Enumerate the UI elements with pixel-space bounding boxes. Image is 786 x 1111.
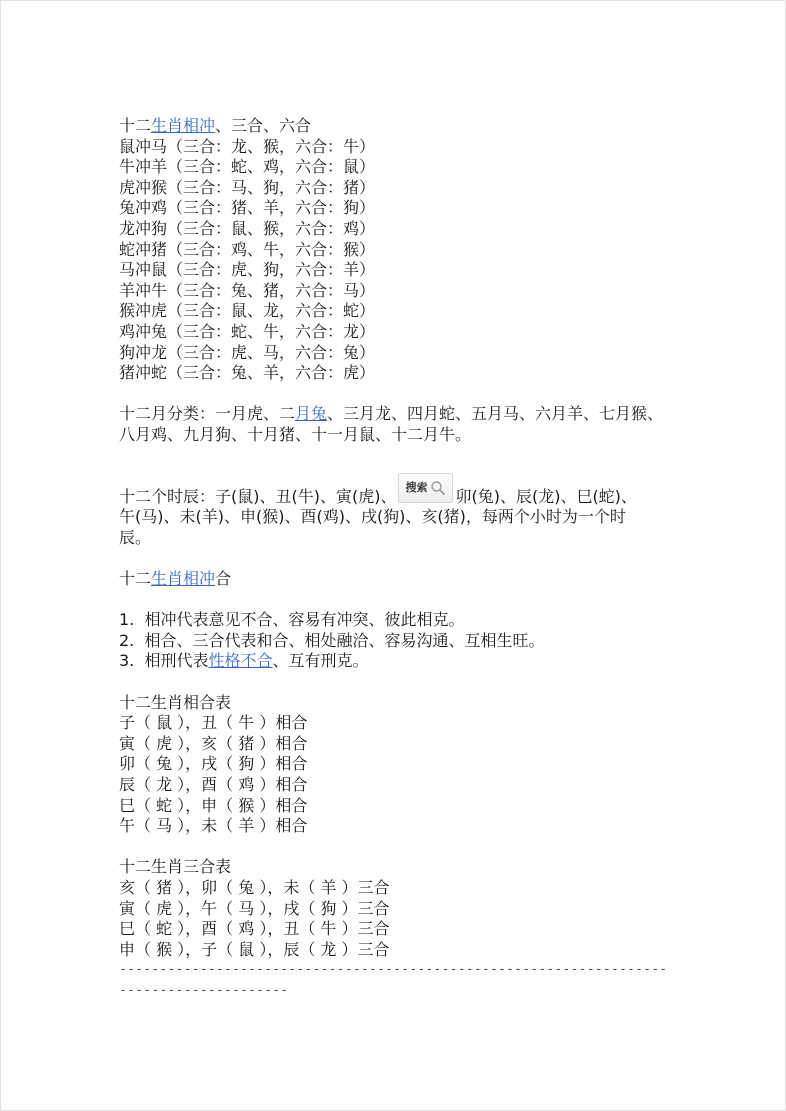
clash-row: 猪冲蛇（三合：兔、羊，六合：虎）: [119, 363, 376, 383]
months-text: 十二月分类：一月虎、二: [119, 404, 296, 424]
trine-row: 亥（ 猪 ），卯（ 兔 ），未（ 羊 ）三合: [119, 877, 390, 897]
clash-row: 鸡冲兔（三合：蛇、牛，六合：龙）: [119, 321, 376, 341]
title-text: 合: [215, 569, 232, 589]
search-button[interactable]: [398, 473, 453, 503]
clash-row: 鼠冲马（三合：龙、猴，六合：牛）: [119, 136, 376, 156]
title-text: 、三合、六合: [215, 116, 312, 135]
hours-text: 十二个时辰：子(鼠)、丑(牛)、寅(虎)、: [119, 486, 397, 506]
list-item: [119, 610, 679, 631]
clash-row: 龙冲狗（三合：鼠、猴，六合：鸡）: [119, 218, 376, 238]
title-text: 十二: [119, 116, 152, 135]
compat-row: 午（ 马 ），未（ 羊 ）相合: [119, 816, 308, 836]
months-line-2: 八月鸡、九月狗、十月猪、十一月鼠、十二月牛。: [119, 424, 472, 444]
list-number: 3.: [119, 651, 135, 671]
compat-row: 子（ 鼠 ），丑（ 牛 ）相合: [119, 713, 308, 733]
clash-row: 牛冲羊（三合：蛇、鸡，六合：鼠）: [119, 157, 376, 177]
separator-line-1: --------------------------------------------------------------------: [119, 962, 668, 978]
compat-row: 卯（ 兔 ），戌（ 狗 ）相合: [119, 754, 308, 774]
list-text: 相合、三合代表和合、相处融洽、容易沟通、互相生旺。: [144, 630, 545, 650]
list-item: [119, 651, 679, 672]
list-text: 相冲代表意见不合、容易有冲突、彼此相克。: [144, 610, 465, 630]
spacer: [119, 446, 679, 467]
clash-row: 马冲鼠（三合：虎、狗，六合：羊）: [119, 260, 376, 280]
hours-line-2: 午(马)、未(羊)、申(猴)、酉(鸡)、戌(狗)、亥(猪)，每两个小时为一个时: [119, 507, 626, 527]
clash-row: 狗冲龙（三合：虎、马，六合：兔）: [119, 342, 376, 362]
clash-row: 羊冲牛（三合：兔、猪，六合：马）: [119, 280, 376, 300]
clash-row: 兔冲鸡（三合：猪、羊，六合：狗）: [119, 198, 376, 218]
clash-row: 猴冲虎（三合：鼠、龙，六合：蛇）: [119, 301, 376, 321]
spacer: [119, 672, 679, 693]
title-text: 十二: [119, 569, 152, 589]
list-text: 相刑代表: [144, 651, 209, 671]
document-content: [119, 116, 679, 1002]
month-rabbit-link[interactable]: 月兔: [295, 404, 328, 424]
months-text: 、三月龙、四月蛇、五月马、六月羊、七月猴、: [327, 404, 664, 424]
zodiac-clash-link-2[interactable]: 生肖相冲: [151, 569, 216, 589]
magnifier-icon: [430, 480, 446, 496]
section-title-clash: [119, 116, 679, 137]
spacer: [119, 384, 679, 405]
list-text: 、互有刑克。: [272, 651, 369, 671]
trine-table-title: 十二生肖三合表: [119, 857, 232, 877]
compat-row: 巳（ 蛇 ），申（ 猴 ）相合: [119, 795, 308, 815]
spacer: [119, 548, 679, 569]
compat-row: 辰（ 龙 ），酉（ 鸡 ）相合: [119, 775, 308, 794]
clash-row: 蛇冲猪（三合：鸡、牛，六合：猴）: [119, 239, 376, 259]
section-title-clash-combine: [119, 569, 679, 590]
spacer: [119, 590, 679, 611]
hours-text: 卯(兔)、辰(龙)、巳(蛇)、: [455, 486, 637, 506]
hours-line-1: [119, 480, 679, 508]
personality-mismatch-link[interactable]: 性格不合: [208, 651, 273, 671]
spacer: [119, 837, 679, 858]
months-line-1: [119, 404, 679, 425]
trine-row: 巳（ 蛇 ），酉（ 鸡 ），丑（ 牛 ）三合: [119, 919, 390, 939]
hours-line-3: 辰。: [119, 527, 152, 547]
list-number: 1.: [119, 610, 135, 630]
zodiac-clash-link[interactable]: 生肖相冲: [151, 116, 216, 135]
compat-row: 寅（ 虎 ），亥（ 猪 ）相合: [119, 733, 308, 753]
list-item: [119, 631, 679, 652]
search-label: 搜索: [405, 480, 428, 494]
compat-table-title: 十二生肖相合表: [119, 692, 232, 712]
trine-row: 寅（ 虎 ），午（ 马 ），戌（ 狗 ）三合: [119, 898, 390, 918]
trine-row: 申（ 猴 ），子（ 鼠 ），辰（ 龙 ）三合: [119, 939, 390, 959]
clash-row: 虎冲猴（三合：马、狗，六合：猪）: [119, 177, 376, 197]
separator-line-2: ---------------------: [119, 982, 289, 998]
list-number: 2.: [119, 630, 135, 650]
